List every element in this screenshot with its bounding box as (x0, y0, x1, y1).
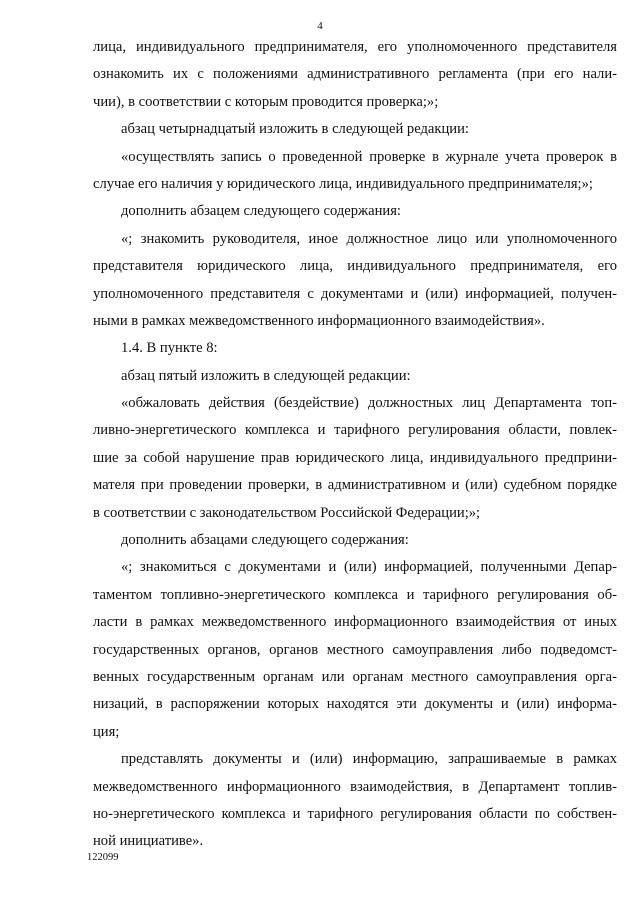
text-line: уполномоченного представителя с документами и (или) информацией, получен- (93, 285, 617, 302)
text-line: ливно-энергетического комплекса и тарифного регулирования области, повлек- (93, 422, 617, 439)
document-code: 122099 (87, 852, 119, 863)
text-line: ознакомить их с положениями административного регламента (при его нали- (93, 66, 617, 83)
text-line: ными в рамках межведомственного информационного взаимодействия». (93, 312, 545, 329)
text-line: «; знакомить руководителя, иное должностное лицо или уполномоченного (121, 230, 617, 247)
text-line: шие за собой нарушение прав юридического лица, индивидуального предприни- (93, 449, 617, 466)
text-line: государственных органов, органов местного самоуправления либо подведомст- (93, 641, 617, 658)
text-line: ласти в рамках межведомственного информационного взаимодействия от иных (93, 614, 617, 631)
text-line: дополнить абзацами следующего содержания: (121, 532, 409, 549)
text-line: дополнить абзацем следующего содержания: (121, 203, 401, 220)
text-line: случае его наличия у юридического лица, индивидуального предпринимателя;»; (93, 175, 593, 192)
text-line: 1.4. В пункте 8: (121, 340, 218, 357)
text-line: чии), в соответствии с которым проводится проверка;»; (93, 93, 439, 110)
text-line: венных государственным органам или органам местного самоуправления орга- (93, 668, 617, 685)
text-line: низаций, в распоряжении которых находятся эти документы и (или) информа- (93, 696, 617, 713)
text-line: мателя при проведении проверки, в административном и (или) судебном порядке (93, 477, 617, 494)
document-body (93, 34, 617, 856)
page-number: 4 (317, 20, 323, 32)
text-line: в соответствии с законодательством Российской Федерации;»; (93, 504, 481, 521)
text-line: «обжаловать действия (бездействие) должностных лиц Департамента топ- (121, 395, 617, 412)
text-line: межведомственного информационного взаимодействия, в Департамент топлив- (93, 778, 617, 795)
text-line: лица, индивидуального предпринимателя, его уполномоченного представителя (93, 39, 617, 55)
text-line: абзац четырнадцатый изложить в следующей редакции: (121, 121, 469, 138)
text-line: представлять документы и (или) информацию, запрашиваемые в рамках (121, 751, 617, 768)
text-line: представителя юридического лица, индивидуального предпринимателя, его (93, 258, 617, 275)
text-line: «осуществлять запись о проведенной проверке в журнале учета проверок в (121, 148, 617, 165)
text-line: ция; (93, 723, 120, 740)
text-line: таментом топливно-энергетического комплекса и тарифного регулирования об- (93, 586, 617, 603)
text-line: «; знакомиться с документами и (или) информацией, полученными Депар- (121, 559, 617, 576)
text-line: абзац пятый изложить в следующей редакции: (121, 367, 411, 384)
text-line: ной инициативе». (93, 833, 204, 850)
text-line: но-энергетического комплекса и тарифного регулирования области по собствен- (93, 805, 617, 822)
